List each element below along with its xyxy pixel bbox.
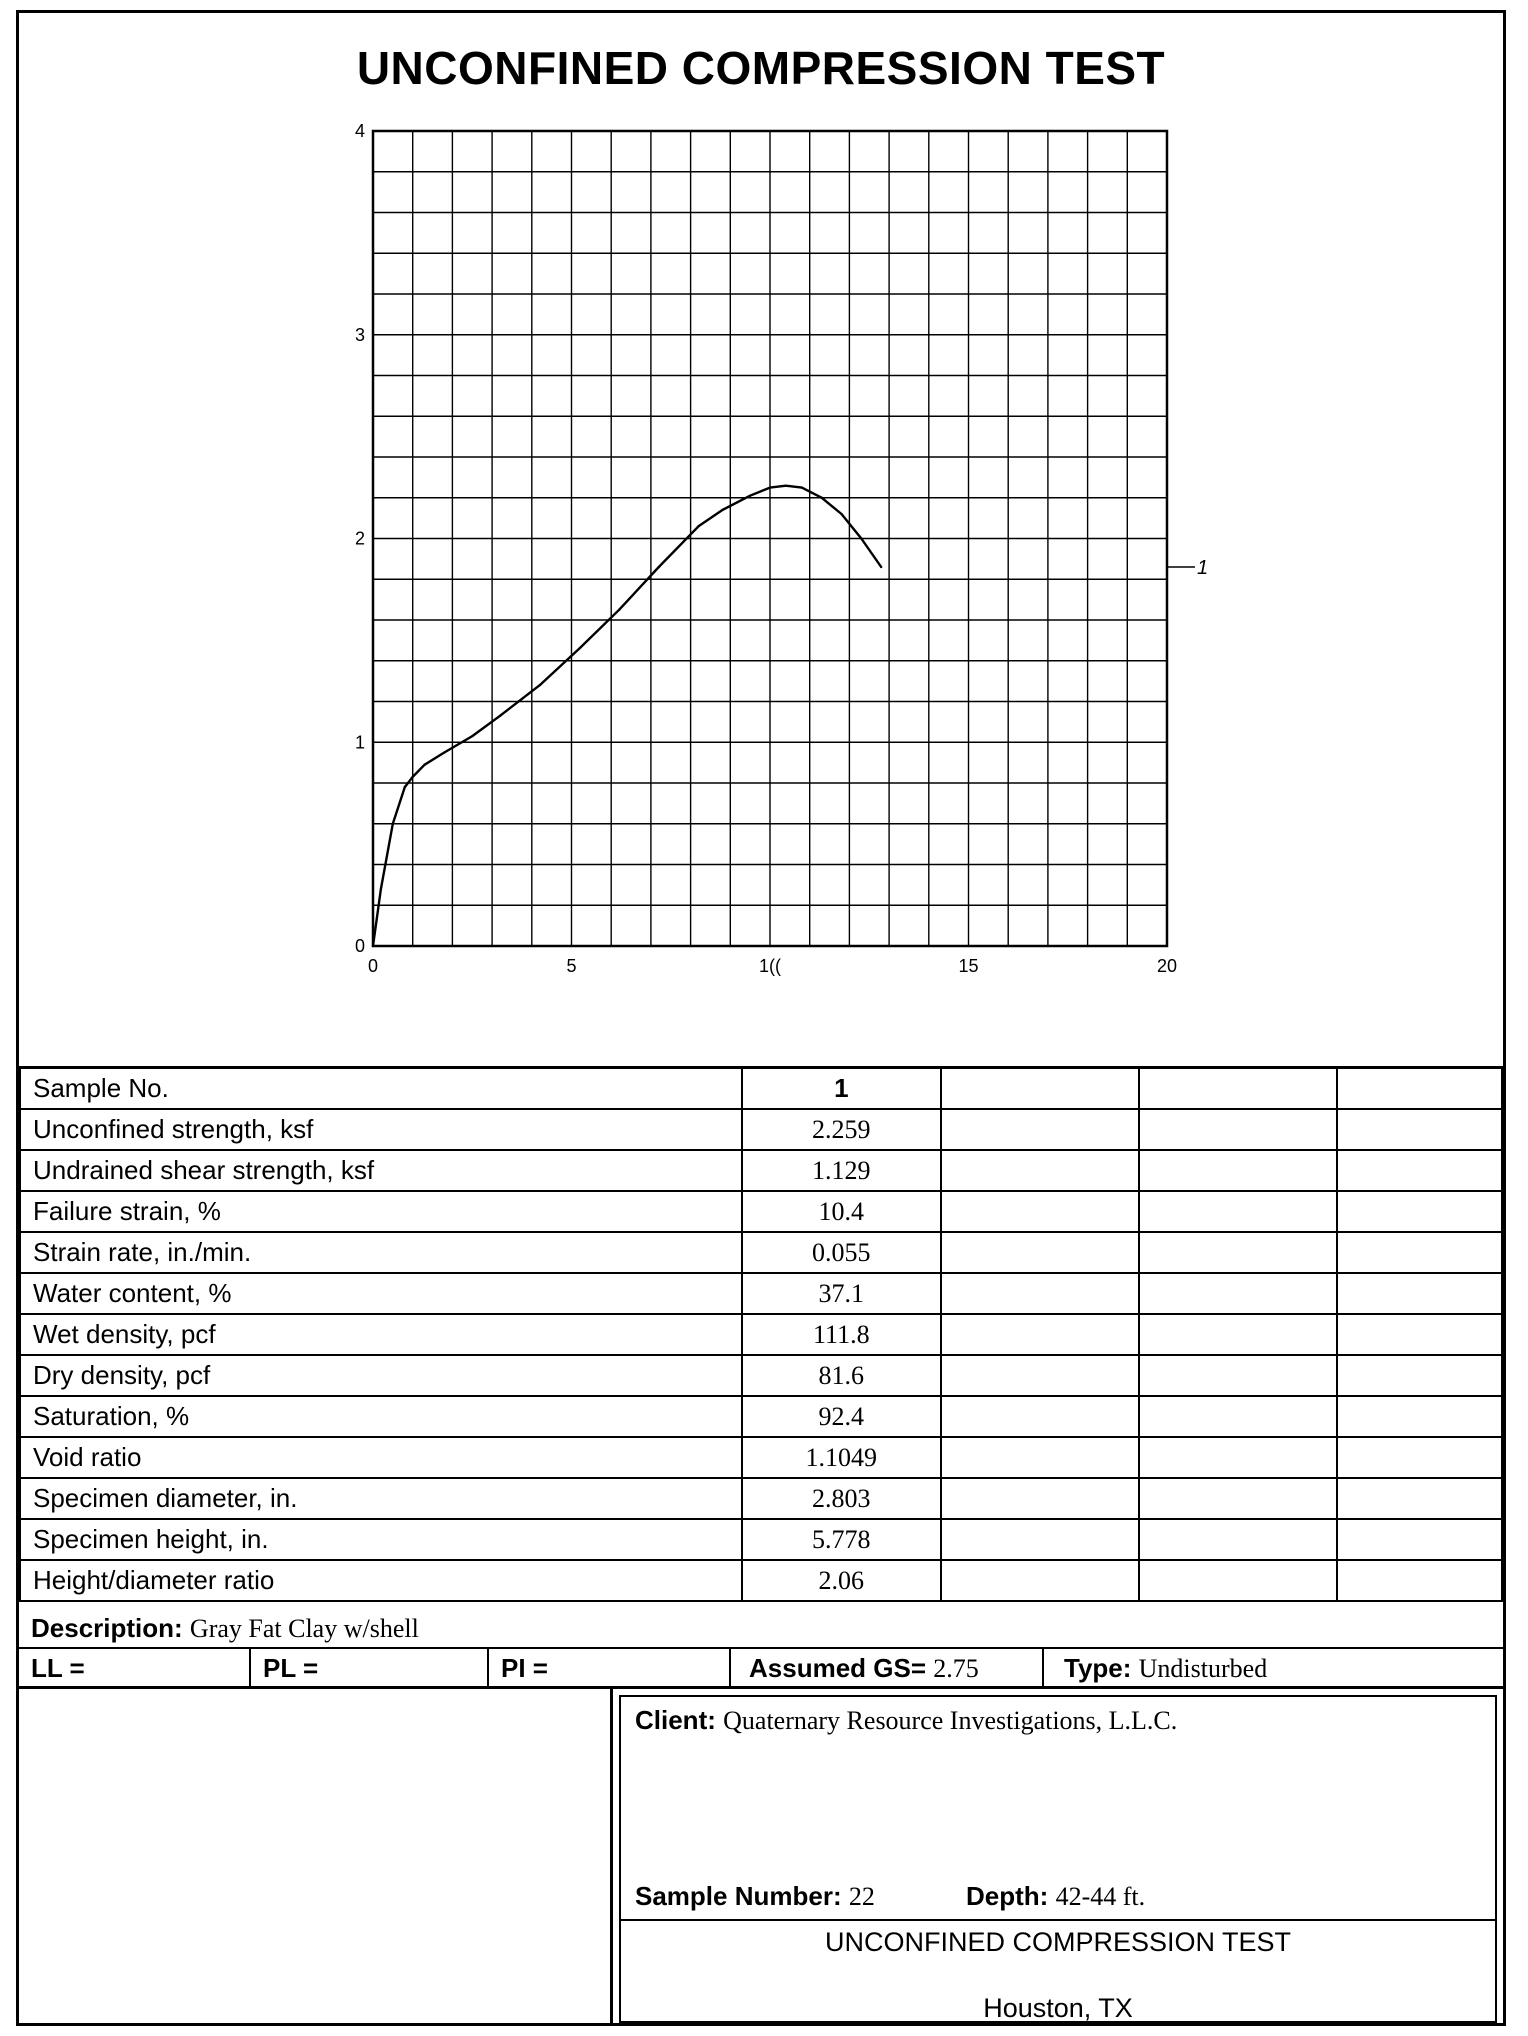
data-point (721, 509, 723, 511)
x-tick-label: 1(( (759, 956, 781, 976)
info-divider (621, 1919, 1495, 1921)
row-value: 1.1049 (742, 1437, 941, 1478)
data-point (658, 566, 660, 568)
row-label: Water content, % (20, 1273, 742, 1314)
depth-label: Depth: (966, 1881, 1049, 1911)
row-label: Undrained shear strength, ksf (20, 1150, 742, 1191)
data-point (618, 609, 620, 611)
row-empty-cell (941, 1232, 1139, 1273)
description-value: Gray Fat Clay w/shell (189, 1614, 419, 1643)
info-box-inner (619, 1695, 1497, 2023)
row-label: Sample No. (20, 1068, 742, 1110)
row-value: 2.803 (742, 1478, 941, 1519)
description-label: Description: (31, 1613, 183, 1643)
row-empty-cell (1337, 1437, 1502, 1478)
row-empty-cell (1337, 1273, 1502, 1314)
results-table (19, 1066, 1503, 1602)
client-line (635, 1705, 1177, 1736)
row-empty-cell (1139, 1437, 1337, 1478)
data-point (380, 888, 382, 890)
client-value: Quaternary Resource Investigations, L.L.C. (723, 1706, 1178, 1735)
data-point (499, 715, 501, 717)
row-empty-cell (1139, 1068, 1337, 1110)
row-value: 5.778 (742, 1519, 941, 1560)
data-point (880, 566, 882, 568)
row-empty-cell (1139, 1273, 1337, 1314)
row-empty-cell (1337, 1355, 1502, 1396)
data-point (801, 486, 803, 488)
info-box (610, 1689, 1503, 2023)
x-tick-label: 15 (958, 956, 979, 976)
series-label: 1 (1197, 557, 1209, 580)
row-empty-cell (1139, 1109, 1337, 1150)
type-value: Undisturbed (1138, 1654, 1268, 1683)
row-label: Saturation, % (20, 1396, 742, 1437)
table-row (20, 1109, 1502, 1150)
row-empty-cell (941, 1191, 1139, 1232)
row-value: 0.055 (742, 1232, 941, 1273)
row-empty-cell (1139, 1314, 1337, 1355)
data-point (769, 486, 771, 488)
row-empty-cell (1139, 1355, 1337, 1396)
row-empty-cell (941, 1396, 1139, 1437)
x-tick-label: 0 (367, 956, 379, 976)
row-value: 92.4 (742, 1396, 941, 1437)
row-empty-cell (1337, 1068, 1502, 1110)
pi-label: PI = (501, 1653, 548, 1683)
gs-cell (731, 1649, 1044, 1687)
row-empty-cell (941, 1314, 1139, 1355)
row-empty-cell (1337, 1109, 1502, 1150)
row-empty-cell (1139, 1150, 1337, 1191)
row-value: 1.129 (742, 1150, 941, 1191)
table-row (20, 1396, 1502, 1437)
row-empty-cell (1337, 1478, 1502, 1519)
row-value: 37.1 (742, 1273, 941, 1314)
data-point (392, 823, 394, 825)
x-tick-label: 5 (566, 956, 577, 976)
x-tick-label: 20 (1156, 956, 1178, 976)
row-empty-cell (1337, 1519, 1502, 1560)
table-row (20, 1068, 1502, 1110)
data-point (860, 537, 862, 539)
depth-value: 42-44 ft. (1055, 1882, 1146, 1911)
data-point (404, 786, 406, 788)
table-row (20, 1232, 1502, 1273)
description-row (19, 1609, 1503, 1649)
ll-cell (19, 1649, 251, 1687)
type-label: Type: (1064, 1653, 1132, 1683)
row-empty-cell (941, 1355, 1139, 1396)
data-point (578, 647, 580, 649)
report-page (16, 10, 1506, 2026)
row-empty-cell (941, 1560, 1139, 1601)
footer-title: UNCONFINED COMPRESSION TEST (824, 1927, 1292, 1957)
row-empty-cell (1139, 1560, 1337, 1601)
row-value: 81.6 (742, 1355, 941, 1396)
pi-cell (489, 1649, 731, 1687)
row-value: 10.4 (742, 1191, 941, 1232)
row-label: Height/diameter ratio (20, 1560, 742, 1601)
row-label: Strain rate, in./min. (20, 1232, 742, 1273)
row-empty-cell (1337, 1232, 1502, 1273)
y-tick-label: 2 (354, 528, 365, 549)
row-empty-cell (1337, 1396, 1502, 1437)
row-empty-cell (941, 1437, 1139, 1478)
data-point (471, 735, 473, 737)
table-row (20, 1437, 1502, 1478)
row-label: Failure strain, % (20, 1191, 742, 1232)
row-empty-cell (941, 1109, 1139, 1150)
table-row (20, 1314, 1502, 1355)
y-tick-label: 0 (354, 936, 365, 956)
series-line (373, 486, 881, 946)
limits-row (19, 1649, 1503, 1689)
table-row (20, 1191, 1502, 1232)
row-label: Wet density, pcf (20, 1314, 742, 1355)
row-empty-cell (1337, 1314, 1502, 1355)
data-point (423, 763, 425, 765)
table-row (20, 1478, 1502, 1519)
row-empty-cell (1139, 1478, 1337, 1519)
sample-number-value: 22 (848, 1882, 875, 1911)
row-empty-cell (941, 1478, 1139, 1519)
ll-label: LL = (31, 1653, 85, 1683)
row-empty-cell (1337, 1191, 1502, 1232)
type-cell (1044, 1649, 1503, 1687)
pl-cell (251, 1649, 489, 1687)
row-value: 2.259 (742, 1109, 941, 1150)
data-point (820, 497, 822, 499)
row-empty-cell (941, 1150, 1139, 1191)
row-empty-cell (941, 1519, 1139, 1560)
data-point (749, 495, 751, 497)
row-empty-cell (1139, 1519, 1337, 1560)
data-point (785, 485, 787, 487)
data-point (840, 513, 842, 515)
row-value: 2.06 (742, 1560, 941, 1601)
depth-line (966, 1881, 1145, 1912)
location: Houston, TX (983, 1993, 1133, 2023)
table-row (20, 1560, 1502, 1601)
data-point (539, 684, 541, 686)
client-label: Client: (635, 1705, 716, 1735)
stress-strain-chart (319, 113, 1239, 993)
y-tick-label: 1 (354, 732, 365, 753)
table-row (20, 1150, 1502, 1191)
row-label: Specimen diameter, in. (20, 1478, 742, 1519)
row-value: 111.8 (742, 1314, 941, 1355)
data-point (443, 751, 445, 753)
table-row (20, 1519, 1502, 1560)
row-label: Specimen height, in. (20, 1519, 742, 1560)
sample-number-line (635, 1881, 875, 1912)
row-empty-cell (941, 1273, 1139, 1314)
row-empty-cell (1139, 1396, 1337, 1437)
table-row (20, 1273, 1502, 1314)
row-empty-cell (1337, 1560, 1502, 1601)
row-empty-cell (941, 1068, 1139, 1110)
table-row (20, 1355, 1502, 1396)
data-point (697, 525, 699, 527)
gs-value: 2.75 (933, 1654, 979, 1683)
sample-number-label: Sample Number: (635, 1881, 842, 1911)
row-label: Unconfined strength, ksf (20, 1109, 742, 1150)
row-value: 1 (742, 1068, 941, 1110)
row-label: Void ratio (20, 1437, 742, 1478)
row-empty-cell (1337, 1150, 1502, 1191)
gs-label: Assumed GS= (749, 1653, 927, 1683)
page-title: UNCONFINED COMPRESSION TEST (356, 42, 1166, 94)
y-tick-label: 3 (354, 324, 365, 345)
y-tick-label: 4 (354, 121, 365, 141)
row-empty-cell (1139, 1232, 1337, 1273)
pl-label: PL = (263, 1653, 319, 1683)
row-empty-cell (1139, 1191, 1337, 1232)
data-point (412, 776, 414, 778)
data-point (372, 945, 374, 947)
row-label: Dry density, pcf (20, 1355, 742, 1396)
